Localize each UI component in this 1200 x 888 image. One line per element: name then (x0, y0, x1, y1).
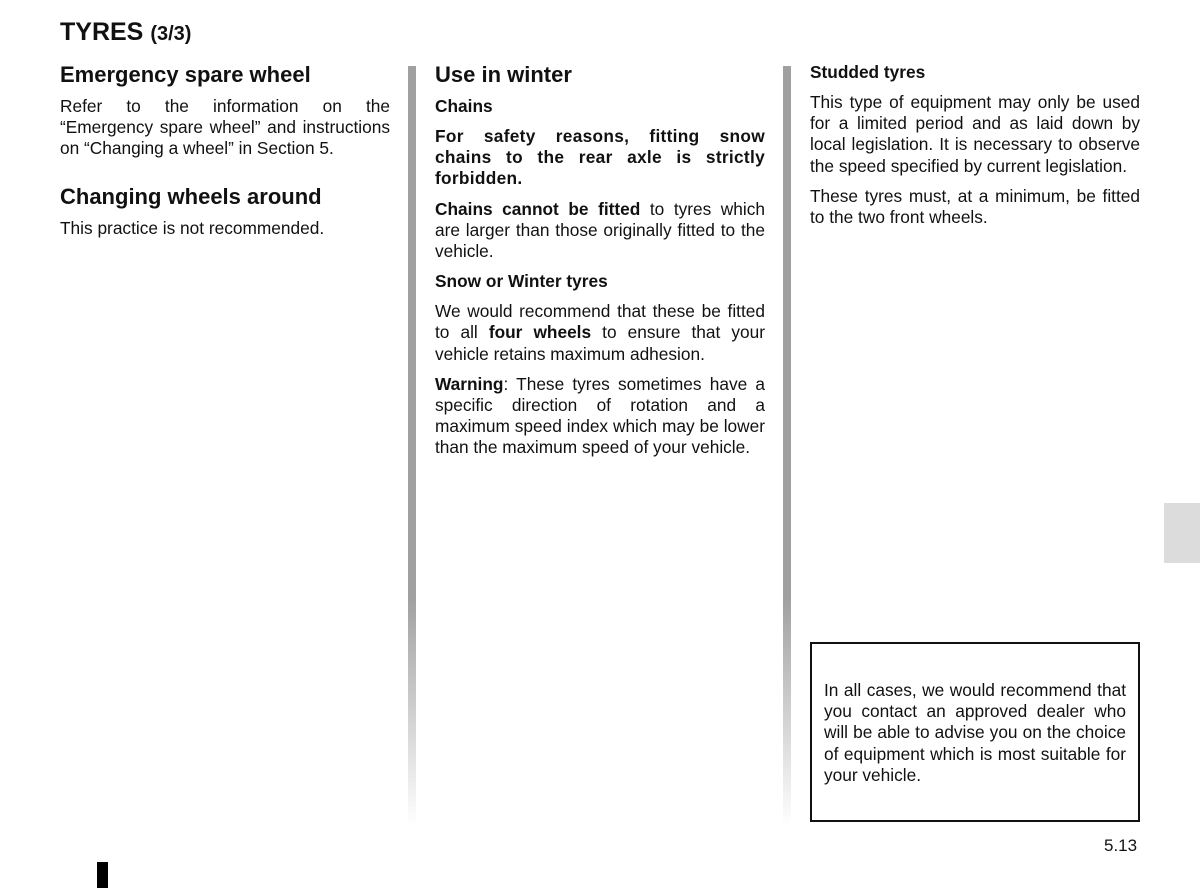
column-divider (408, 66, 416, 826)
heading-use-in-winter: Use in winter (435, 62, 572, 87)
heading-snow-tyres: Snow or Winter tyres (435, 271, 608, 292)
text: We would recommend that these be fitted to all (435, 301, 765, 343)
section-tab (1164, 503, 1200, 563)
chains-warning (435, 126, 765, 190)
page-title (60, 18, 191, 47)
note-text: In all cases, we would recommend that you contact an approved dealer who will be able to advise you on the choice of equipment which is most suitable for your vehicle. (824, 680, 1126, 785)
bold-text: four wheels (488, 322, 592, 343)
crop-mark (97, 862, 108, 888)
paragraph: This type of equipment may only be used for a limited period and as laid down by local legislation. It is necessary to observe the speed specified by current legislation. (810, 92, 1140, 176)
column-middle (435, 60, 765, 468)
paragraph (435, 199, 765, 263)
paragraph: This practice is not recommended. (60, 217, 325, 238)
chains-warning-text: For safety reasons, fitting snow chains to the rear axle is strictly forbidden. (435, 126, 765, 189)
bold-text: Chains cannot be fitted (435, 198, 641, 219)
page-number: 5.13 (1104, 836, 1138, 855)
heading-studded-tyres: Studded tyres (810, 62, 926, 82)
heading-changing-wheels: Changing wheels around (60, 183, 322, 209)
column-right (810, 62, 1140, 237)
heading-emergency-spare-wheel: Emergency spare wheel (60, 62, 311, 87)
text: : These tyres sometimes have a specific direction of rotation and a maximum speed index which may be lower than the maximum speed of your vehicle. (435, 373, 765, 458)
paragraph: These tyres must, at a minimum, be fitted to the two front wheels. (810, 185, 1140, 228)
text: to tyres which are larger than those originally fitted to the vehicle. (435, 198, 765, 262)
paragraph (435, 374, 765, 459)
bold-text: Warning (435, 373, 504, 394)
column-left (60, 60, 390, 248)
heading-chains: Chains (435, 96, 493, 116)
column-divider (783, 66, 791, 826)
paragraph (435, 301, 765, 365)
title-text: TYRES (60, 18, 144, 46)
note-box (810, 642, 1140, 822)
text: to ensure that your vehicle retains maximum adhesion. (435, 322, 765, 364)
title-part: (3/3) (150, 23, 192, 45)
paragraph: Refer to the information on the “Emergency spare wheel” and instructions on “Changing a wheel” in Section 5. (60, 96, 390, 159)
